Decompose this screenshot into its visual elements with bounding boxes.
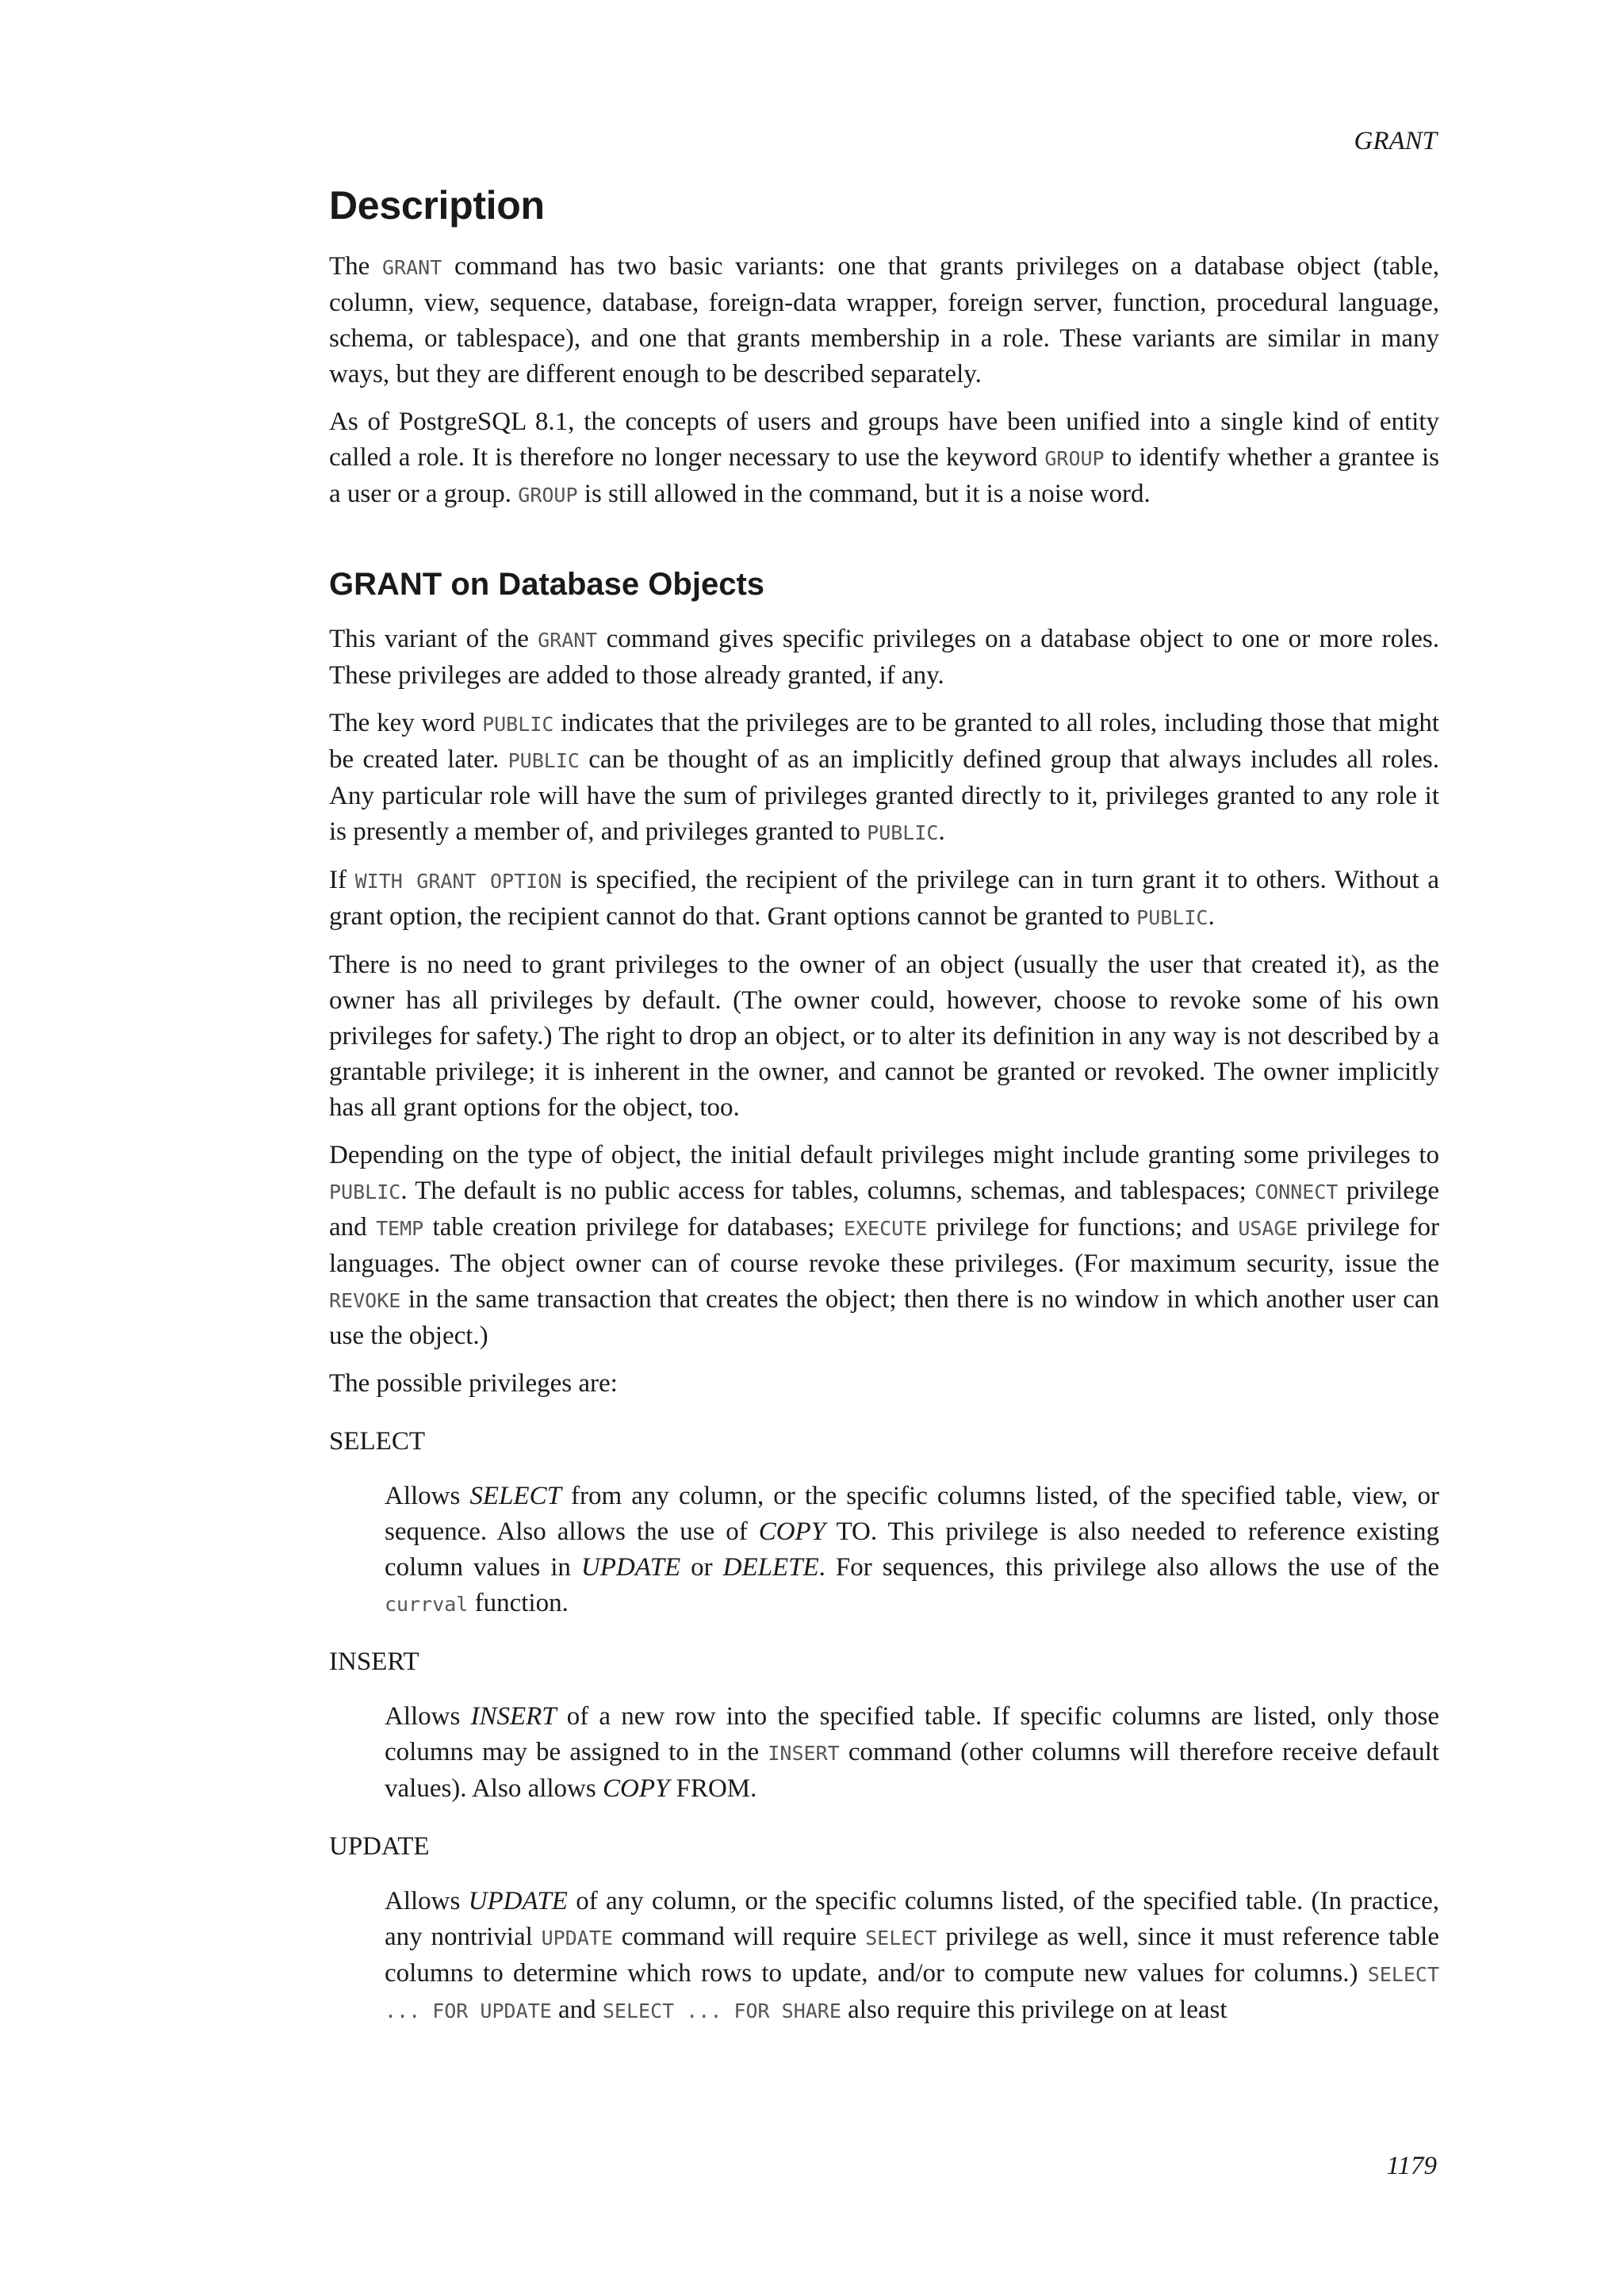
paragraph: Allows UPDATE of any column, or the specific columns listed, of the specified table. (In practice, any nontrivial UPDATE command will require SELECT privilege as well, since it must reference table columns to determine which rows to update, and/or to compute new values for columns.) SELECT ... FOR UPDATE and SELECT ... FOR SHARE also require this privilege on at least (385, 1887, 1440, 2024)
paragraph: The key word PUBLIC indicates that the privileges are to be granted to all roles, including those that might be created later. PUBLIC can be thought of as an implicitly defined group that always includes all roles. Any particular role will have the sum of privileges granted directly to it, privileges granted to any role it is presently a member of, and privileges granted to PUBLIC. (329, 709, 1439, 846)
inline-code: PUBLIC (867, 821, 939, 844)
inline-code: WITH GRANT OPTION (354, 870, 562, 893)
inline-code: USAGE (1238, 1217, 1298, 1240)
privilege-definition-update (385, 1884, 1439, 2029)
inline-code: PUBLIC (508, 749, 580, 772)
inline-code: GROUP (518, 484, 578, 507)
paragraph: Allows SELECT from any column, or the specific columns listed, of the specified table, view, or sequence. Also allows the use of COPY TO. This privilege is also needed to reference existing column values in UPDATE or DELETE. For sequences, this privilege also allows the use of the currval function. (385, 1482, 1440, 1617)
inline-code: currval (385, 1593, 469, 1616)
inline-code: EXECUTE (843, 1217, 928, 1240)
privilege-term-insert: INSERT (329, 1647, 419, 1676)
inline-code: PUBLIC (329, 1181, 401, 1203)
inline-code: TEMP (375, 1217, 424, 1240)
inline-code: GRANT (538, 629, 598, 652)
inline-code: REVOKE (329, 1289, 401, 1312)
privilege-term-select: SELECT (329, 1427, 425, 1456)
paragraph: Depending on the type of object, the initial default privileges might include granting some privileges to PUBLIC. The default is no public access for tables, columns, schemas, and tablespaces; CONNECT privilege and TEMP table creation privilege for databases; EXECUTE privilege for functions; and USAGE privilege for languages. The object owner can of course revoke these privileges. (For maximum security, issue the REVOKE in the same transaction that creates the object; then there is no window in which another user can use the object.) (329, 1141, 1439, 1350)
inline-code: CONNECT (1254, 1181, 1339, 1203)
inline-code: SELECT ... FOR UPDATE (385, 1963, 1439, 2022)
privilege-definition-insert (385, 1699, 1439, 1807)
inline-code: SELECT (865, 1927, 937, 1950)
paragraph: The GRANT command has two basic variants: one that grants privileges on a database object (table, column, view, sequence, database, foreign-data wrapper, foreign server, function, procedural language, schema, or tablespace), and one that grants membership in a role. These variants are similar in many ways, but they are different enough to be described separately. (329, 252, 1439, 388)
running-head: GRANT (1354, 127, 1437, 155)
paragraph: The possible privileges are: (329, 1369, 618, 1398)
paragraph: If WITH GRANT OPTION is specified, the recipient of the privilege can in turn grant it to others. Without a grant option, the recipient cannot do that. Grant options cannot be granted to PUBLIC. (329, 866, 1439, 931)
inline-code: PUBLIC (1136, 906, 1208, 929)
page-content (329, 182, 1439, 2038)
privilege-definition-select (385, 1479, 1439, 1622)
section-title-grant-on-database-objects: GRANT on Database Objects (329, 567, 765, 602)
inline-code: SELECT ... FOR SHARE (602, 1999, 841, 2022)
inline-code: GROUP (1044, 447, 1105, 470)
inline-code: UPDATE (541, 1927, 613, 1950)
section-title-description: Description (329, 183, 545, 228)
paragraph: As of PostgreSQL 8.1, the concepts of users and groups have been unified into a single kind of entity called a role. It is therefore no longer necessary to use the keyword GROUP to identify whether a grantee is a user or a group. GROUP is still allowed in the command, but it is a noise word. (329, 408, 1440, 508)
page-number: 1179 (1386, 2152, 1437, 2180)
privilege-term-update: UPDATE (329, 1832, 430, 1861)
paragraph: There is no need to grant privileges to the owner of an object (usually the user that created it), as the owner has all privileges by default. (The owner could, however, choose to revoke some of his own privileges for safety.) The right to drop an object, or to alter its definition in any way is not described by a grantable privilege; it is inherent in the owner, and cannot be granted or revoked. The owner implicitly has all grant options for the object, too. (329, 951, 1439, 1122)
paragraph: Allows INSERT of a new row into the specified table. If specific columns are listed, only those columns may be assigned to in the INSERT command (other columns will therefore receive default values). Also allows COPY FROM. (385, 1702, 1439, 1803)
inline-code: GRANT (382, 256, 442, 279)
inline-code: PUBLIC (482, 713, 554, 736)
paragraph: This variant of the GRANT command gives specific privileges on a database object to one or more roles. These privileges are added to those already granted, if any. (329, 625, 1439, 690)
inline-code: INSERT (768, 1742, 840, 1765)
